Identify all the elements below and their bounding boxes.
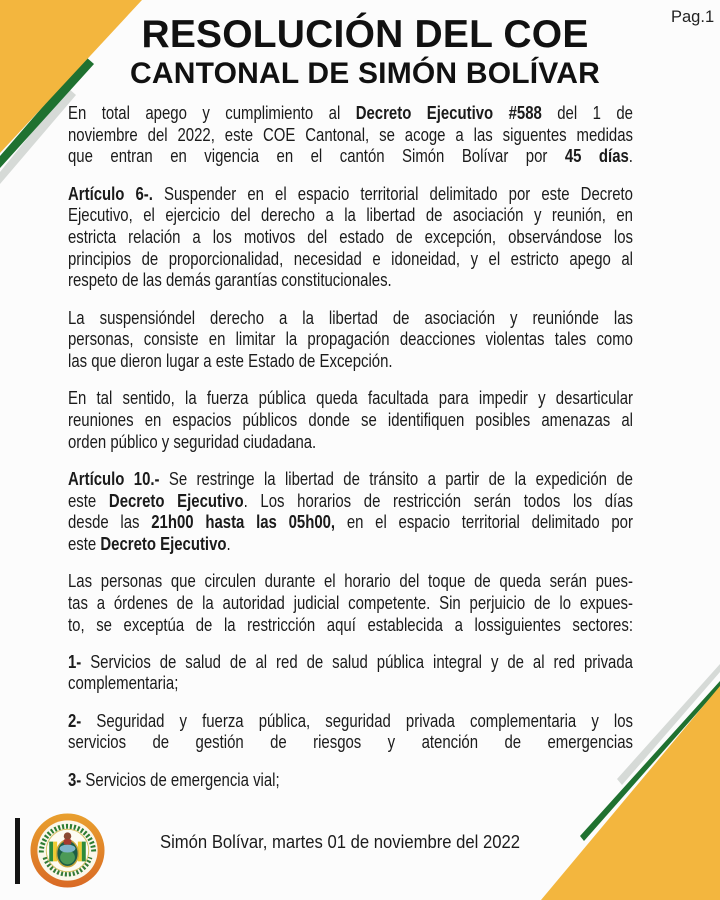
page-number: Pag.1	[671, 8, 715, 26]
list-item-3-vial: 3- Servicios de emergencia vial;	[68, 768, 280, 790]
paragraph-fuerza-publica: En tal sentido, la fuerza pública queda facultada para impedir y desarticular reuniones en espacios públicos donde se identifiquen posibles amenazas al orden público y seguridad ciudadana.	[68, 387, 633, 452]
canton-simon-bolivar-seal-icon	[28, 811, 107, 890]
paragraph-suspension: La suspensióndel derecho a la libertad de asociación y reuniónde las personas, consiste en limitar la propagación deacciones violentas tales como las que dieron lugar a este Estado de Excepción.	[68, 306, 633, 372]
paragraph-toque-de-queda: Las personas que circulen durante el horario del toque de queda serán pues- tas a órdenes de la autoridad judicial competente. Sin perjuicio de lo expues- to, se exceptúa de la restricción aquí establecida a lossiguientes sectores:	[68, 570, 633, 635]
list-item-2-seguridad: 2- Seguridad y fuerza pública, seguridad privada complementaria y los servicios de gestión de riesgos y atención de emergencias	[68, 709, 633, 753]
document-title: RESOLUCIÓN DEL COE	[141, 13, 589, 56]
paragraph-intro: En total apego y cumplimiento al Decreto Ejecutivo #588 del 1 de noviembre del 2022, este COE Cantonal, se acoge a las siguentes medidas que entran en vigencia en el cantón Simón Bolívar por 45 días.	[68, 102, 633, 167]
title-block	[55, 14, 675, 91]
list-item-1-salud: 1- Servicios de salud de al red de salud pública integral y de al red privada complementaria;	[68, 650, 633, 694]
footer-divider-bar	[15, 818, 20, 884]
date-text: Simón Bolívar, martes 01 de noviembre del 2022	[160, 831, 521, 852]
paragraph-articulo-6: Artículo 6-. Suspender en el espacio territorial delimitado por este Decreto Ejecutivo, el ejercicio del derecho a la libertad de asociación y reunión, en estricta relación a los motivos del estado de excepción, observándose los principios de proporcionalidad, necesidad e idoneidad, y el estricto apego al respeto de las demás garantías constitucionales.	[68, 182, 633, 291]
paragraph-articulo-10: Artículo 10.- Se restringe la libertad de tránsito a partir de la expedición de este Decreto Ejecutivo. Los horarios de restricción serán todos los días desde las 21h00 hasta las 05h00, en el espacio territorial delimitado por este Decreto Ejecutivo.	[68, 467, 633, 554]
date-line	[160, 831, 560, 853]
document-subtitle: CANTONAL DE SIMÓN BOLÍVAR	[129, 57, 600, 90]
document-body	[68, 102, 633, 790]
